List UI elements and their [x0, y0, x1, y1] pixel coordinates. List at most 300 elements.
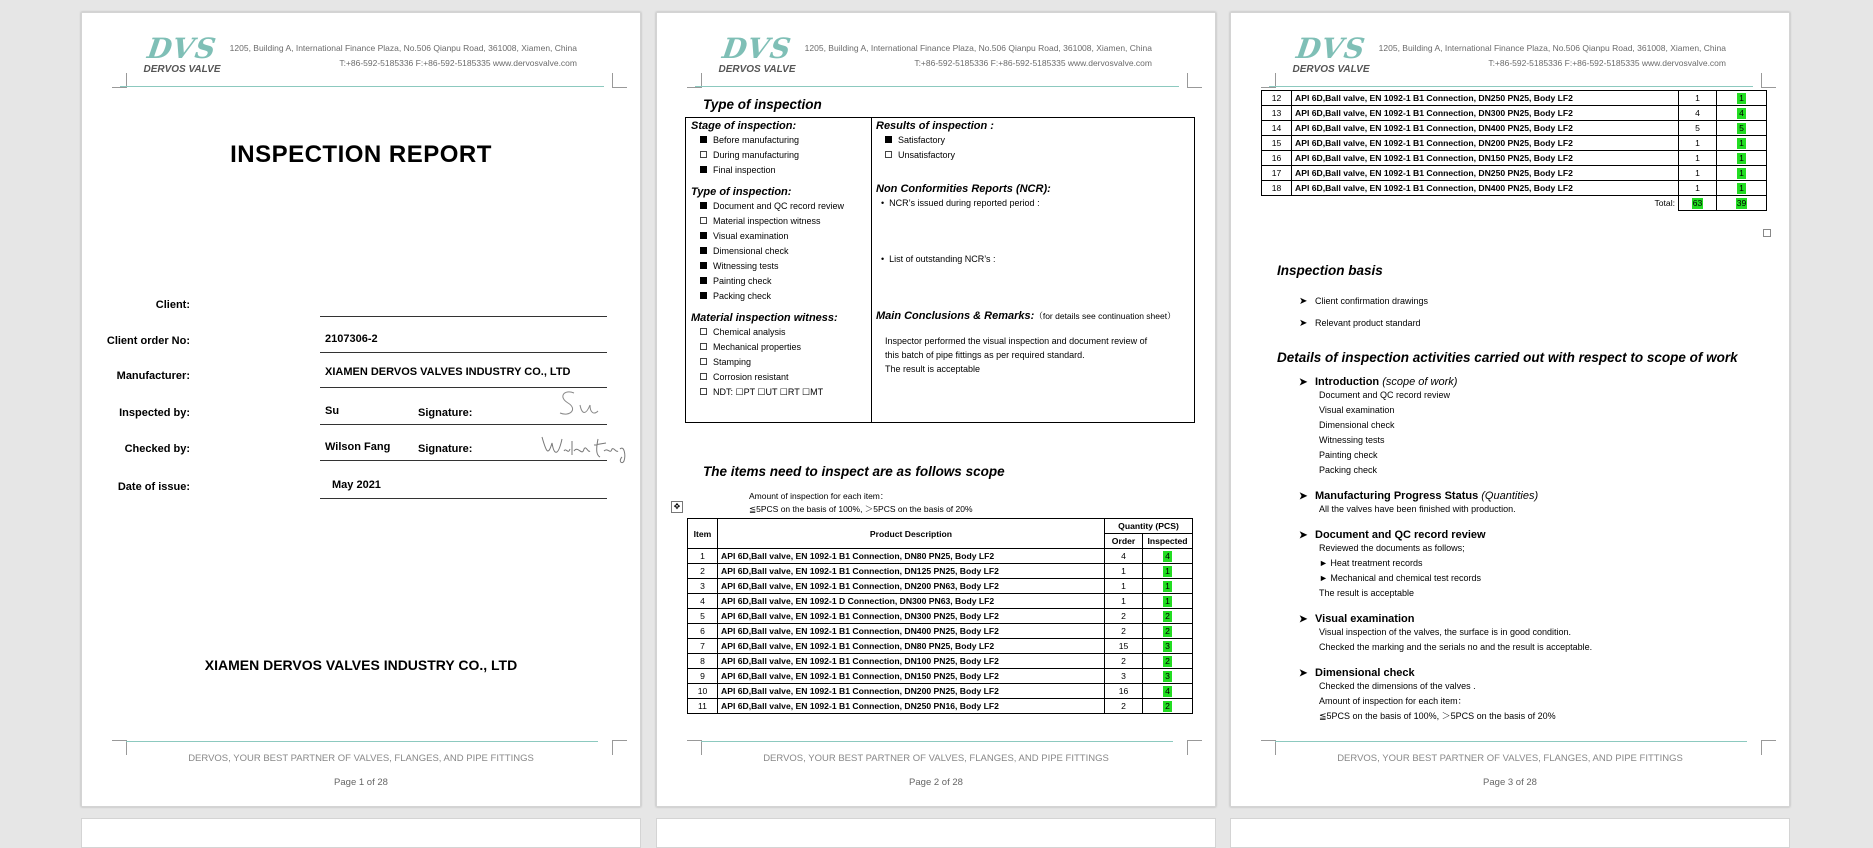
logo-name: DERVOS VALVE [143, 64, 221, 75]
header-contact: T:+86-592-5185336 F:+86-592-5185335 www.dervosvalve.com [914, 58, 1152, 68]
field-underline [320, 498, 607, 499]
logo-mark: DVS [1294, 32, 1368, 65]
client-row [132, 285, 562, 321]
description-cell: API 6D,Ball valve, EN 1092-1 B1 Connection, DN80 PN25, Body LF2 [718, 549, 1105, 564]
conclusions-heading [876, 310, 1194, 322]
details-title: Details of inspection activities carried out with respect to scope of work [1277, 350, 1738, 365]
total-order-value: 63 [1692, 197, 1703, 208]
inspected-value: 3 [1163, 641, 1172, 652]
page-header [712, 31, 1152, 91]
page-6-stub [1230, 818, 1790, 848]
inspected-value: 1 [1737, 168, 1746, 179]
checklist-item [700, 133, 871, 148]
page-footer: DERVOS, YOUR BEST PARTNER OF VALVES, FLANGES, AND PIPE FITTINGS [188, 753, 534, 764]
intro-sub: (scope of work) [1382, 376, 1458, 388]
page-2 [656, 12, 1216, 807]
checkbox-checked-icon[interactable] [700, 292, 707, 299]
checkbox-checked-icon[interactable] [700, 262, 707, 269]
stage-list [686, 133, 871, 178]
inspected-value: 5 [1737, 123, 1746, 134]
page-5-stub [656, 818, 1216, 848]
inspected-value: 4 [1737, 108, 1746, 119]
checklist-label: During manufacturing [713, 150, 800, 160]
conclusions-heading-text: Main Conclusions & Remarks: [876, 310, 1035, 322]
results-heading: Results of inspection : [876, 120, 994, 132]
corner-mark [1187, 73, 1202, 88]
checkbox-checked-icon[interactable] [700, 277, 707, 284]
item-cell: 18 [1262, 181, 1292, 196]
inspected-value[interactable]: Su [325, 405, 340, 417]
header-address: 1205, Building A, International Finance Plaza, No.506 Qianpu Road, 361008, Xiamen, China [229, 43, 577, 53]
table-resize-handle-icon[interactable] [1763, 229, 1771, 237]
checklist-label: Visual examination [713, 231, 789, 241]
dim-line: ≦5PCS on the basis of 100%, ＞5PCS on the basis of 20% [1319, 711, 1556, 721]
order-cell: 1 [1679, 151, 1717, 166]
header-divider [120, 86, 604, 87]
checkbox-unchecked-icon[interactable] [700, 358, 707, 365]
checklist-item [700, 148, 871, 163]
field-underline [320, 460, 607, 461]
description-cell: API 6D,Ball valve, EN 1092-1 B1 Connection, DN150 PN25, Body LF2 [718, 669, 1105, 684]
header-divider [1269, 86, 1753, 87]
table-row [688, 609, 1193, 624]
checklist-label: Final inspection [713, 165, 776, 175]
item-cell: 9 [688, 669, 718, 684]
page-footer: DERVOS, YOUR BEST PARTNER OF VALVES, FLANGES, AND PIPE FITTINGS [1337, 753, 1683, 764]
inspected-cell [1143, 624, 1193, 639]
mps-heading: Manufacturing Progress Status [1315, 490, 1479, 502]
ncr-issued-text: NCR’s issued during reported period : [889, 198, 1040, 208]
item-cell: 7 [688, 639, 718, 654]
ndt-text: NDT: ☐PT ☐UT ☐RT ☐MT [713, 387, 824, 397]
order-cell: 1 [1679, 91, 1717, 106]
ncr-outstanding [881, 252, 1194, 266]
inspected-cell [1143, 564, 1193, 579]
intro-heading-row [1299, 376, 1759, 388]
page-number: Page 2 of 28 [909, 777, 963, 788]
scope-note [749, 490, 973, 516]
order-cell: 4 [1105, 549, 1143, 564]
inspected-cell [1143, 579, 1193, 594]
inspected-cell [1717, 121, 1767, 136]
order-row [106, 321, 562, 357]
description-cell: API 6D,Ball valve, EN 1092-1 B1 Connection, DN400 PN25, Body LF2 [1292, 181, 1679, 196]
field-underline [320, 424, 607, 425]
table-header-row [688, 519, 1193, 534]
header-inspected: Inspected [1143, 534, 1193, 549]
checkbox-unchecked-icon[interactable] [700, 151, 707, 158]
item-cell: 16 [1262, 151, 1292, 166]
description-cell: API 6D,Ball valve, EN 1092-1 B1 Connection, DN200 PN63, Body LF2 [718, 579, 1105, 594]
page-4-stub [81, 818, 641, 848]
order-cell: 3 [1105, 669, 1143, 684]
inspection-left-column [686, 118, 872, 422]
inspected-cell [1143, 594, 1193, 609]
description-cell: API 6D,Ball valve, EN 1092-1 B1 Connection, DN400 PN25, Body LF2 [718, 624, 1105, 639]
checklist-label: Before manufacturing [713, 135, 800, 145]
manufacturer-row [116, 356, 571, 392]
order-cell: 1 [1679, 181, 1717, 196]
table-row [1262, 91, 1767, 106]
intro-item: Dimensional check [1319, 420, 1395, 430]
dim-line: Checked the dimensions of the valves . [1319, 681, 1476, 691]
item-cell: 6 [688, 624, 718, 639]
description-cell: API 6D,Ball valve, EN 1092-1 B1 Connection, DN150 PN25, Body LF2 [1292, 151, 1679, 166]
order-cell: 2 [1105, 609, 1143, 624]
order-cell: 1 [1679, 136, 1717, 151]
checklist-label: Witnessing tests [713, 261, 779, 271]
signature-label: Signature: [418, 407, 473, 419]
checkbox-checked-icon[interactable] [700, 166, 707, 173]
type-heading: Type of inspection: [691, 186, 792, 198]
inspected-value: 2 [1163, 611, 1172, 622]
checkbox-unchecked-icon[interactable] [700, 343, 707, 350]
conclusions-line: Inspector performed the visual inspection and document review of [885, 336, 1148, 346]
page-header [137, 31, 577, 91]
header-description: Product Description [718, 519, 1105, 549]
date-row [117, 467, 562, 503]
table-move-handle-icon[interactable]: ✥ [671, 501, 683, 513]
mps-heading-row [1299, 490, 1759, 502]
ncr-outstanding-text: List of outstanding NCR’s : [889, 254, 996, 264]
details-section [1299, 376, 1759, 724]
company-logo [1286, 32, 1376, 79]
table-row [688, 624, 1193, 639]
checkbox-checked-icon[interactable] [700, 202, 707, 209]
scope-note-line: ≦5PCS on the basis of 100%, ＞5PCS on the basis of 20% [749, 504, 973, 514]
header-contact: T:+86-592-5185336 F:+86-592-5185335 www.dervosvalve.com [1488, 58, 1726, 68]
bullet-icon: • [881, 198, 890, 208]
table-row [1262, 181, 1767, 196]
inspected-cell [1717, 166, 1767, 181]
item-cell: 2 [688, 564, 718, 579]
item-cell: 14 [1262, 121, 1292, 136]
order-cell: 15 [1105, 639, 1143, 654]
header-address-block [805, 41, 1152, 71]
checked-value[interactable]: Wilson Fang [325, 441, 391, 453]
description-cell: API 6D,Ball valve, EN 1092-1 B1 Connection, DN400 PN25, Body LF2 [1292, 121, 1679, 136]
mps-text: All the valves have been finished with production. [1319, 504, 1516, 514]
conclusions-line: this batch of pipe fittings as per required standard. [885, 350, 1085, 360]
doc-line: The result is acceptable [1319, 588, 1415, 598]
vis-list [1319, 625, 1759, 655]
company-logo [137, 32, 227, 79]
order-label: Client order No: [106, 335, 190, 347]
item-cell: 4 [688, 594, 718, 609]
corner-mark [612, 73, 627, 88]
basis-item [1299, 294, 1428, 309]
header-address-block [230, 41, 577, 71]
item-cell: 8 [688, 654, 718, 669]
doc-line: ► Heat treatment records [1319, 558, 1423, 568]
checklist-item [885, 133, 1194, 148]
checklist-item [700, 244, 871, 259]
basis-item [1299, 316, 1421, 331]
inspected-value: 2 [1163, 626, 1172, 637]
basis-item-label: Client confirmation drawings [1315, 296, 1429, 306]
type-list [686, 199, 871, 304]
doc-list [1319, 541, 1759, 601]
item-cell: 10 [688, 684, 718, 699]
inspected-value: 1 [1737, 153, 1746, 164]
table-row [688, 564, 1193, 579]
description-cell: API 6D,Ball valve, EN 1092-1 B1 Connection, DN80 PN25, Body LF2 [718, 639, 1105, 654]
description-cell: API 6D,Ball valve, EN 1092-1 B1 Connection, DN100 PN25, Body LF2 [718, 654, 1105, 669]
type-of-inspection-title: Type of inspection [703, 97, 822, 112]
checklist-item [700, 340, 871, 355]
date-label: Date of issue: [117, 481, 190, 493]
page-header [1286, 31, 1726, 91]
checkbox-unchecked-icon[interactable] [700, 373, 707, 380]
inspected-cell [1143, 669, 1193, 684]
table-row [1262, 121, 1767, 136]
header-address: 1205, Building A, International Finance Plaza, No.506 Qianpu Road, 361008, Xiamen, China [804, 43, 1152, 53]
inspected-cell [1143, 699, 1193, 714]
dim-line: Amount of inspection for each item： [1319, 696, 1467, 706]
header-address-block [1379, 41, 1726, 71]
inspected-value: 4 [1163, 686, 1172, 697]
footer-divider [126, 741, 598, 742]
intro-list [1319, 388, 1759, 478]
checklist-label: Material inspection witness [713, 216, 821, 226]
inspected-value: 3 [1163, 671, 1172, 682]
company-logo [712, 32, 802, 79]
doc-heading-row [1299, 529, 1759, 541]
footer-divider [701, 741, 1173, 742]
checklist-label: Document and QC record review [713, 201, 845, 211]
table-row [688, 699, 1193, 714]
inspected-cell [1717, 106, 1767, 121]
checklist-item [700, 199, 871, 214]
doc-line: Reviewed the documents as follows; [1319, 543, 1465, 553]
ndt-line [700, 385, 871, 400]
item-cell: 12 [1262, 91, 1292, 106]
item-cell: 1 [688, 549, 718, 564]
report-title: INSPECTION REPORT [230, 141, 492, 168]
order-cell: 5 [1679, 121, 1717, 136]
arrow-bullet-icon: ➤ [1299, 296, 1308, 307]
description-cell: API 6D,Ball valve, EN 1092-1 B1 Connection, DN250 PN25, Body LF2 [1292, 166, 1679, 181]
table-row [688, 669, 1193, 684]
table-row [1262, 136, 1767, 151]
date-value[interactable]: May 2021 [332, 479, 381, 491]
arrow-bullet-icon: ➤ [1299, 318, 1308, 329]
checkbox-unchecked-icon[interactable] [700, 217, 707, 224]
checkbox-unchecked-icon[interactable] [700, 328, 707, 335]
order-cell: 1 [1105, 564, 1143, 579]
dim-heading-row [1299, 667, 1759, 679]
intro-heading: Introduction [1315, 376, 1380, 388]
dim-heading: Dimensional check [1315, 667, 1415, 679]
items-table-body [1262, 91, 1767, 196]
inspected-value: 1 [1737, 138, 1746, 149]
order-value[interactable]: 2107306-2 [325, 333, 378, 345]
material-heading: Material inspection witness: [691, 312, 838, 324]
checklist-item [700, 274, 871, 289]
table-row [688, 579, 1193, 594]
inspected-cell [1717, 91, 1767, 106]
order-cell: 16 [1105, 684, 1143, 699]
inspected-value: 4 [1163, 551, 1172, 562]
total-label: Total: [1262, 196, 1679, 211]
header-contact: T:+86-592-5185336 F:+86-592-5185335 www.dervosvalve.com [339, 58, 577, 68]
logo-name: DERVOS VALVE [1292, 64, 1370, 75]
inspected-cell [1143, 609, 1193, 624]
table-row [688, 549, 1193, 564]
manufacturer-value[interactable]: XIAMEN DERVOS VALVES INDUSTRY CO., LTD [325, 366, 571, 378]
inspected-cell [1717, 136, 1767, 151]
order-cell: 1 [1105, 594, 1143, 609]
dim-list [1319, 679, 1759, 724]
order-cell: 1 [1679, 166, 1717, 181]
inspection-summary-box [685, 117, 1195, 423]
inspected-cell [1717, 151, 1767, 166]
inspected-value: 2 [1163, 701, 1172, 712]
header-item: Item [688, 519, 718, 549]
order-cell: 2 [1105, 624, 1143, 639]
conclusions-note: （for details see continuation sheet） [1034, 311, 1176, 321]
vis-line: Checked the marking and the serials no and the result is acceptable. [1319, 642, 1593, 652]
scope-title: The items need to inspect are as follows scope [703, 464, 1005, 479]
description-cell: API 6D,Ball valve, EN 1092-1 D Connection, DN300 PN63, Body LF2 [718, 594, 1105, 609]
ncr-issued [881, 196, 1194, 210]
checklist-label: Stamping [713, 357, 752, 367]
table-row [688, 684, 1193, 699]
description-cell: API 6D,Ball valve, EN 1092-1 B1 Connection, DN200 PN25, Body LF2 [718, 684, 1105, 699]
item-cell: 11 [688, 699, 718, 714]
inspected-label: Inspected by: [119, 407, 190, 419]
checklist-label: Painting check [713, 276, 772, 286]
description-cell: API 6D,Ball valve, EN 1092-1 B1 Connection, DN250 PN16, Body LF2 [718, 699, 1105, 714]
checkbox-unchecked-icon[interactable] [700, 388, 707, 395]
page-1 [81, 12, 641, 807]
intro-item: Painting check [1319, 450, 1378, 460]
inspection-right-column [871, 118, 1194, 422]
checklist-item [700, 259, 871, 274]
intro-item: Visual examination [1319, 405, 1395, 415]
description-cell: API 6D,Ball valve, EN 1092-1 B1 Connection, DN250 PN25, Body LF2 [1292, 91, 1679, 106]
page-number: Page 1 of 28 [334, 777, 388, 788]
inspected-value: 2 [1163, 656, 1172, 667]
signature-su-image [552, 387, 602, 421]
field-underline [320, 352, 607, 353]
page-3 [1230, 12, 1790, 807]
arrow-bullet-icon: ➤ [1299, 530, 1308, 541]
header-divider [695, 86, 1179, 87]
header-quantity: Quantity (PCS) [1105, 519, 1193, 534]
vis-line: Visual inspection of the valves, the surface is in good condition. [1319, 627, 1571, 637]
stage-heading: Stage of inspection: [691, 120, 797, 132]
checkbox-checked-icon[interactable] [885, 136, 892, 143]
table-row [1262, 166, 1767, 181]
inspected-cell [1143, 549, 1193, 564]
inspected-value: 1 [1163, 566, 1172, 577]
checklist-label: Satisfactory [898, 135, 946, 145]
checkbox-checked-icon[interactable] [700, 247, 707, 254]
arrow-bullet-icon: ➤ [1299, 614, 1308, 625]
logo-mark: DVS [145, 32, 219, 65]
items-table-continued [1261, 90, 1767, 211]
checklist-item [700, 163, 871, 178]
header-order: Order [1105, 534, 1143, 549]
order-cell: 4 [1679, 106, 1717, 121]
order-cell: 2 [1105, 699, 1143, 714]
page-number: Page 3 of 28 [1483, 777, 1537, 788]
footer-divider [1275, 741, 1747, 742]
logo-name: DERVOS VALVE [718, 64, 796, 75]
doc-line: ► Mechanical and chemical test records [1319, 573, 1481, 583]
table-row [1262, 151, 1767, 166]
inspected-cell [1717, 181, 1767, 196]
checklist-item [700, 370, 871, 385]
basis-title: Inspection basis [1277, 263, 1383, 278]
description-cell: API 6D,Ball valve, EN 1092-1 B1 Connection, DN300 PN25, Body LF2 [1292, 106, 1679, 121]
checklist-label: Dimensional check [713, 246, 789, 256]
checkbox-checked-icon[interactable] [700, 136, 707, 143]
checkbox-unchecked-icon[interactable] [885, 151, 892, 158]
signature-label: Signature: [418, 443, 473, 455]
item-cell: 17 [1262, 166, 1292, 181]
description-cell: API 6D,Ball valve, EN 1092-1 B1 Connection, DN300 PN25, Body LF2 [718, 609, 1105, 624]
item-cell: 5 [688, 609, 718, 624]
table-row [1262, 106, 1767, 121]
doc-heading: Document and QC record review [1315, 529, 1486, 541]
intro-item: Document and QC record review [1319, 390, 1451, 400]
inspected-value: 1 [1163, 581, 1172, 592]
header-address: 1205, Building A, International Finance Plaza, No.506 Qianpu Road, 361008, Xiamen, China [1378, 43, 1726, 53]
checklist-label: Packing check [713, 291, 772, 301]
total-inspected [1717, 196, 1767, 211]
item-cell: 13 [1262, 106, 1292, 121]
inspected-value: 1 [1737, 183, 1746, 194]
page-footer: DERVOS, YOUR BEST PARTNER OF VALVES, FLANGES, AND PIPE FITTINGS [763, 753, 1109, 764]
inspected-cell [1143, 654, 1193, 669]
total-order [1679, 196, 1717, 211]
checked-label: Checked by: [124, 443, 190, 455]
arrow-bullet-icon: ➤ [1299, 377, 1308, 388]
checklist-label: Mechanical properties [713, 342, 802, 352]
manufacturer-label: Manufacturer: [116, 370, 190, 382]
checklist-label: Chemical analysis [713, 327, 786, 337]
inspected-row [119, 393, 562, 429]
checklist-item [700, 289, 871, 304]
order-cell: 1 [1105, 579, 1143, 594]
checklist-item [700, 355, 871, 370]
item-cell: 3 [688, 579, 718, 594]
items-table [687, 518, 1193, 714]
checkbox-checked-icon[interactable] [700, 232, 707, 239]
arrow-bullet-icon: ➤ [1299, 668, 1308, 679]
intro-item: Packing check [1319, 465, 1378, 475]
checked-row [124, 429, 562, 465]
checklist-item [700, 325, 871, 340]
mps-sub: (Quantities) [1481, 490, 1539, 502]
ncr-heading: Non Conformities Reports (NCR): [876, 183, 1051, 195]
inspected-value: 1 [1163, 596, 1172, 607]
bullet-icon: • [881, 254, 890, 264]
vis-heading: Visual examination [1315, 613, 1415, 625]
basis-item-label: Relevant product standard [1315, 318, 1421, 328]
results-list [871, 133, 1194, 163]
total-inspected-value: 39 [1736, 197, 1747, 208]
table-row [688, 639, 1193, 654]
scope-note-line: Amount of inspection for each item： [749, 491, 889, 501]
description-cell: API 6D,Ball valve, EN 1092-1 B1 Connection, DN200 PN25, Body LF2 [1292, 136, 1679, 151]
company-name: XIAMEN DERVOS VALVES INDUSTRY CO., LTD [204, 657, 518, 673]
arrow-bullet-icon: ➤ [1299, 491, 1308, 502]
corner-mark [1761, 73, 1776, 88]
checklist-label: Unsatisfactory [898, 150, 956, 160]
